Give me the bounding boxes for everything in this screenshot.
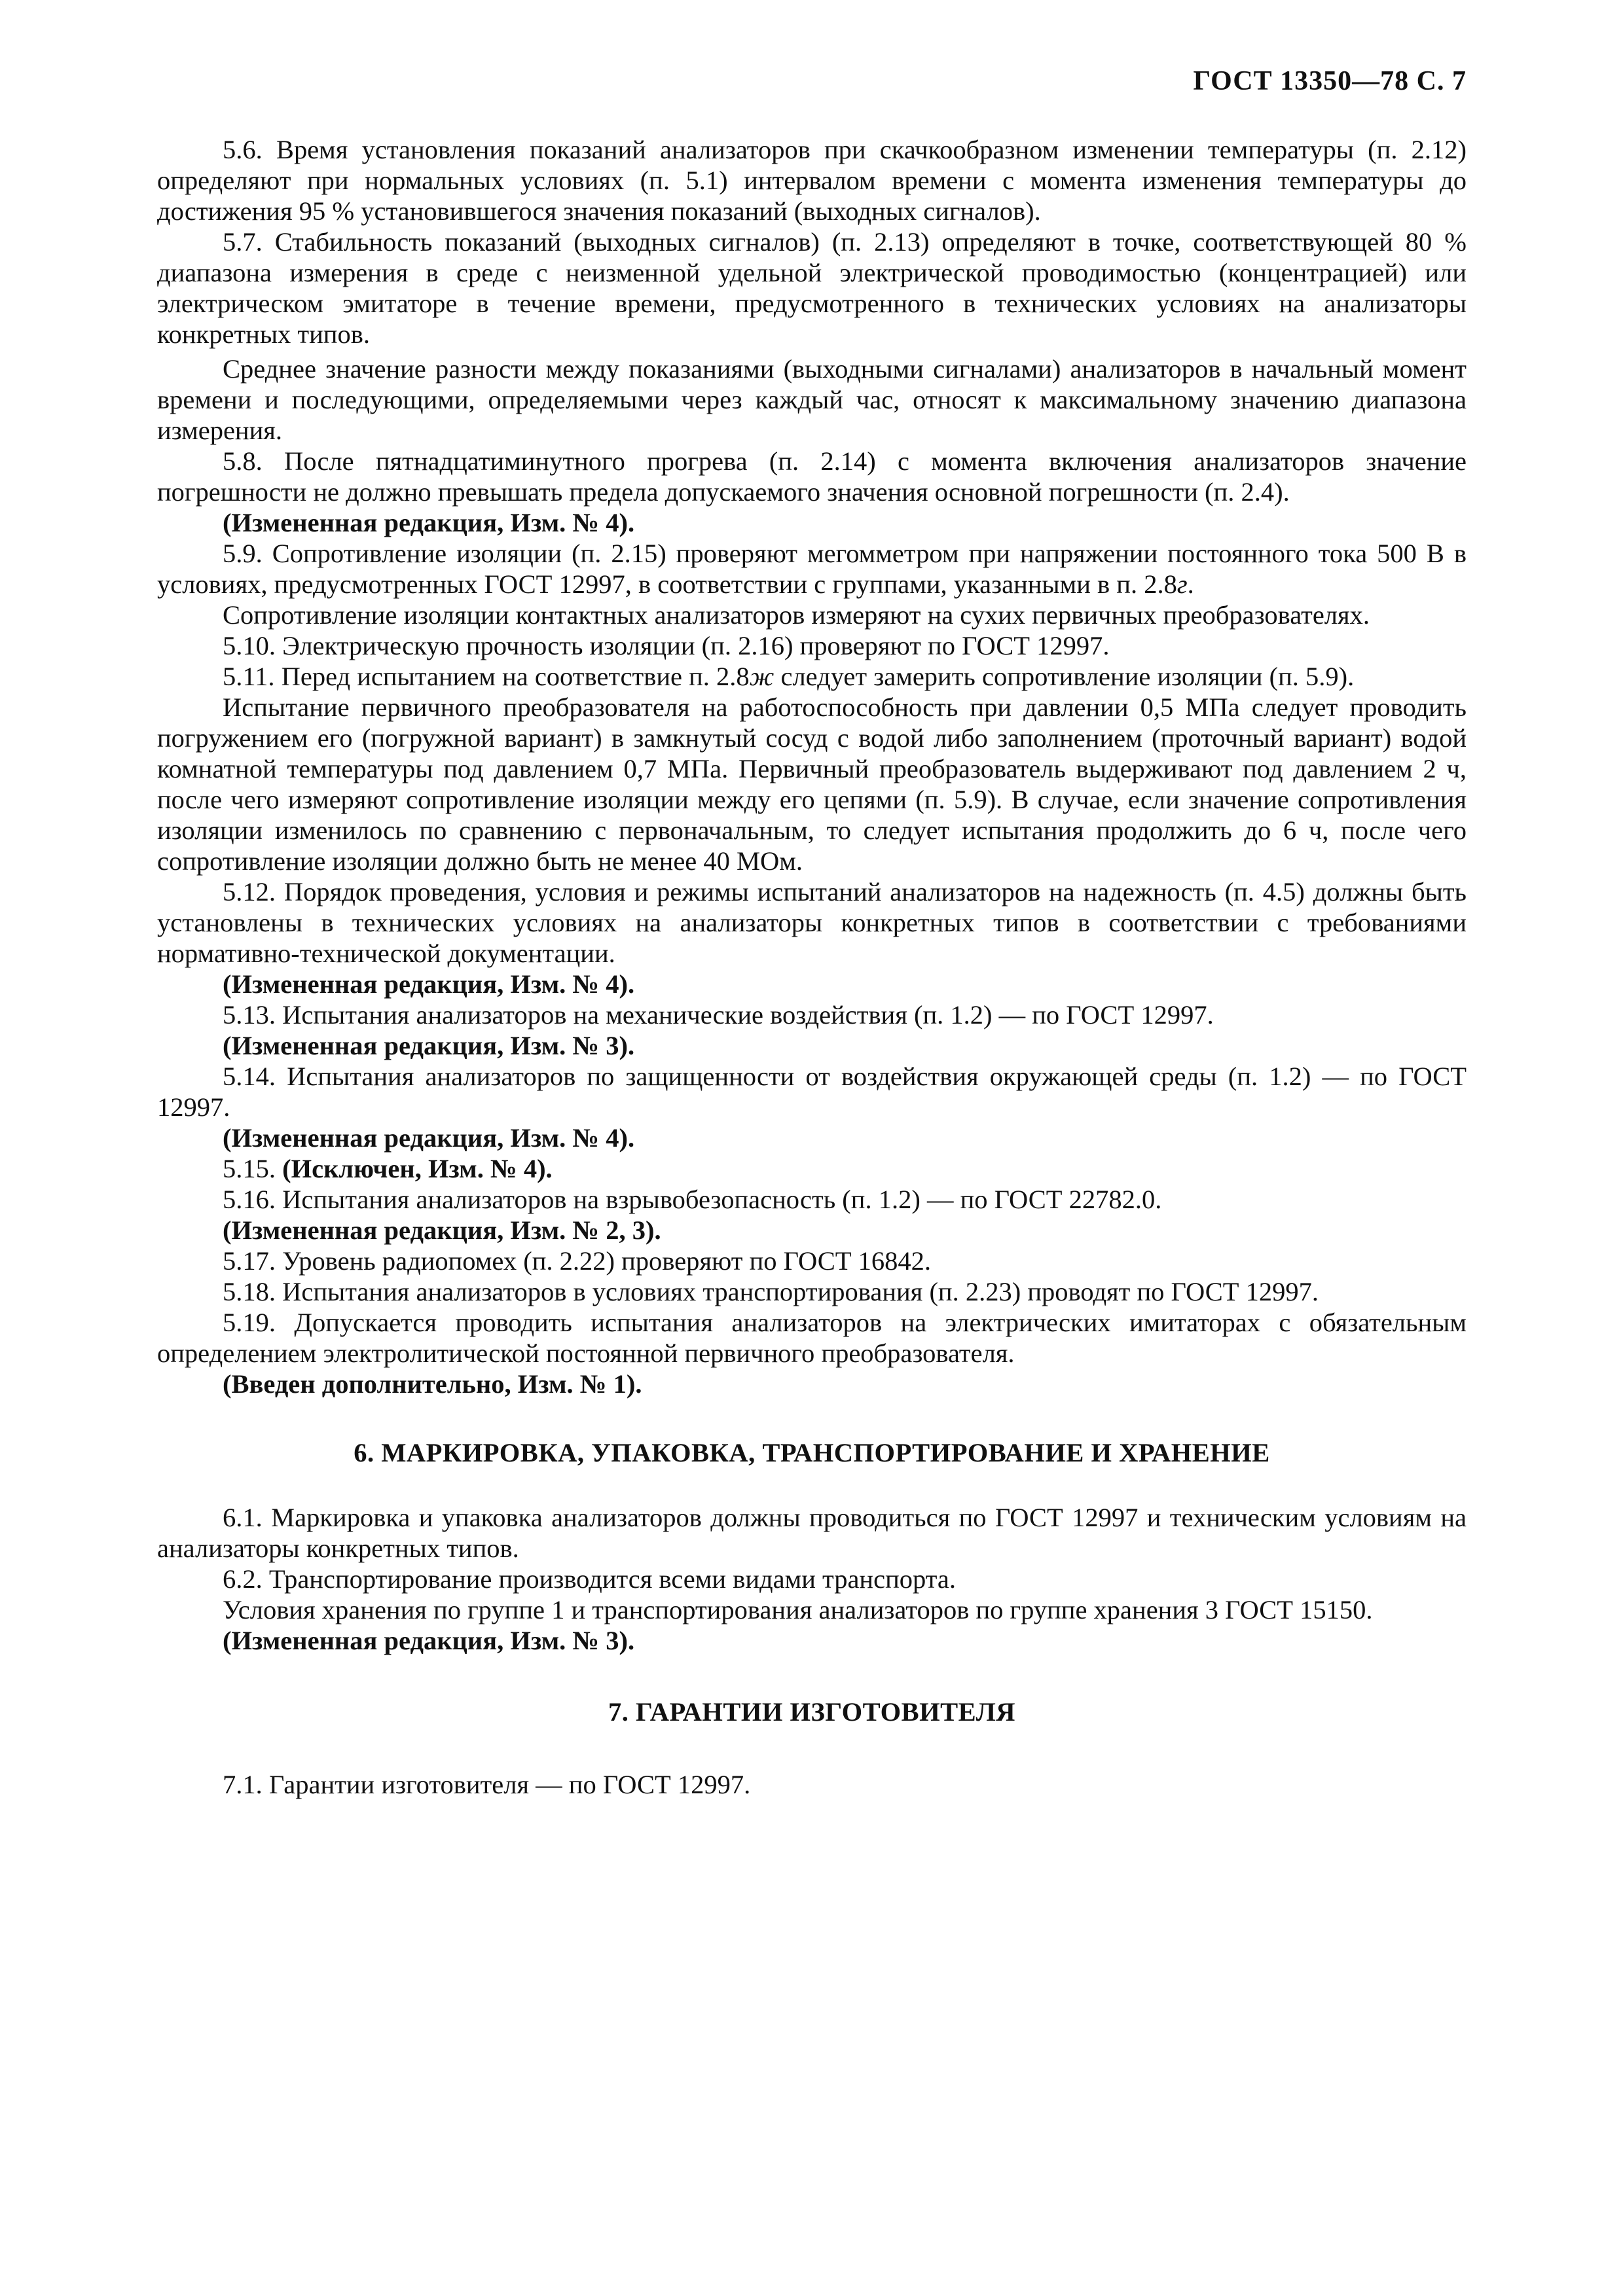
paragraph-5-17: 5.17. Уровень радиопомех (п. 2.22) проверяют по ГОСТ 16842. bbox=[223, 1246, 932, 1276]
amendment-note: (Измененная редакция, Изм. № 3). bbox=[223, 1031, 635, 1060]
page-header: ГОСТ 13350—78 С. 7 bbox=[1193, 66, 1467, 96]
paragraph-5-7: 5.7. Стабильность показаний (выходных сигналов) (п. 2.13) определяют в точке, соответствующей 80 % диапазона измерения в среде с неизменной удельной электрической проводимостью (концентрацией) или электрическом эмитаторе в течение времени, предусмотренного в технических условиях на анализаторы конкретных типов. bbox=[157, 227, 1467, 349]
amendment-note: (Измененная редакция, Изм. № 4). bbox=[223, 1123, 635, 1153]
paragraph-5-7-continued: Среднее значение разности между показаниями (выходными сигналами) анализаторов в начальный момент времени и последующими, определяемыми через каждый час, относят к максимальному значению диапазона измерения. bbox=[157, 354, 1467, 445]
paragraph-5-11 bbox=[157, 661, 1467, 692]
paragraph-5-18: 5.18. Испытания анализаторов в условиях транспортирования (п. 2.23) проводят по ГОСТ 12997. bbox=[223, 1277, 1319, 1306]
paragraph-5-14: 5.14. Испытания анализаторов по защищенности от воздействия окружающей среды (п. 1.2) — по ГОСТ 12997. bbox=[157, 1062, 1467, 1122]
amendment-note: (Измененная редакция, Изм. № 4). bbox=[223, 508, 635, 537]
paragraph-5-16: 5.16. Испытания анализаторов на взрывобезопасность (п. 1.2) — по ГОСТ 22782.0. bbox=[223, 1185, 1162, 1214]
paragraph-5-15 bbox=[157, 1153, 1467, 1184]
paragraph-7-1: 7.1. Гарантии изготовителя — по ГОСТ 12997. bbox=[223, 1770, 751, 1799]
paragraph-5-12: 5.12. Порядок проведения, условия и режимы испытаний анализаторов на надежность (п. 4.5) должны быть установлены в технических условиях на анализаторы конкретных типов в соответствии с требованиями нормативно-технической документации. bbox=[157, 877, 1467, 968]
amendment-note: (Измененная редакция, Изм. № 3). bbox=[223, 1626, 635, 1655]
paragraph-6-1: 6.1. Маркировка и упаковка анализаторов должны проводиться по ГОСТ 12997 и техническим условиям на анализаторы конкретных типов. bbox=[157, 1503, 1467, 1563]
paragraph-5-11-text-end: следует замерить сопротивление изоляции (п. 5.9). bbox=[774, 662, 1355, 691]
paragraph-5-11-text: 5.11. Перед испытанием на соответствие п. 2.8 bbox=[223, 662, 750, 691]
section-6-title: 6. МАРКИРОВКА, УПАКОВКА, ТРАНСПОРТИРОВАНИЕ И ХРАНЕНИЕ bbox=[354, 1438, 1270, 1467]
document-page bbox=[157, 0, 1467, 2296]
paragraph-5-15-number: 5.15. bbox=[223, 1154, 283, 1183]
paragraph-6-2-continued: Условия хранения по группе 1 и транспортирования анализаторов по группе хранения 3 ГОСТ 15150. bbox=[223, 1595, 1373, 1624]
paragraph-5-13: 5.13. Испытания анализаторов на механические воздействия (п. 1.2) — по ГОСТ 12997. bbox=[223, 1000, 1214, 1030]
paragraph-5-9-text: 5.9. Сопротивление изоляции (п. 2.15) проверяют мегомметром при напряжении постоянного тока 500 В в условиях, предусмотренных ГОСТ 12997, в соответствии с группами, указанными в п. 2.8 bbox=[157, 539, 1467, 599]
paragraph-6-2: 6.2. Транспортирование производится всеми видами транспорта. bbox=[223, 1564, 957, 1594]
document-body bbox=[157, 134, 1467, 1800]
paragraph-5-9 bbox=[157, 538, 1467, 600]
paragraph-5-15-excluded: (Исключен, Изм. № 4). bbox=[282, 1154, 553, 1183]
amendment-note: (Измененная редакция, Изм. № 2, 3). bbox=[223, 1215, 661, 1245]
paragraph-5-9-end: . bbox=[1187, 569, 1194, 599]
paragraph-5-19: 5.19. Допускается проводить испытания анализаторов на электрических имитаторах с обязательным определением электролитической постоянной первичного преобразователя. bbox=[157, 1308, 1467, 1368]
amendment-note: (Измененная редакция, Изм. № 4). bbox=[223, 969, 635, 999]
paragraph-5-8: 5.8. После пятнадцатиминутного прогрева (п. 2.14) с момента включения анализаторов значение погрешности не должно превышать предела допускаемого значения основной погрешности (п. 2.4). bbox=[157, 446, 1467, 507]
paragraph-5-11-item-letter: ж bbox=[749, 662, 775, 691]
paragraph-5-9-item-letter: г bbox=[1176, 569, 1188, 599]
paragraph-5-9-continued: Сопротивление изоляции контактных анализаторов измеряют на сухих первичных преобразователях. bbox=[223, 600, 1370, 630]
paragraph-5-10: 5.10. Электрическую прочность изоляции (п. 2.16) проверяют по ГОСТ 12997. bbox=[223, 631, 1110, 660]
paragraph-5-11-continued: Испытание первичного преобразователя на работоспособность при давлении 0,5 МПа следует проводить погружением его (погружной вариант) в замкнутый сосуд с водой либо заполнением (проточный вариант) водой комнатной температуры под давлением 0,7 МПа. Первичный преобразователь выдерживают под давлением 2 ч, после чего измеряют сопротивление изоляции между его цепями (п. 5.9). В случае, если значение сопротивления изоляции изменилось по сравнению с первоначальным, то следует испытания продолжить до 6 ч, после чего сопротивление изоляции должно быть не менее 40 МОм. bbox=[157, 692, 1467, 876]
amendment-note: (Введен дополнительно, Изм. № 1). bbox=[223, 1369, 642, 1399]
paragraph-5-6: 5.6. Время установления показаний анализаторов при скачкообразном изменении температуры (п. 2.12) определяют при нормальных условиях (п. 5.1) интервалом времени с момента изменения температуры до достижения 95 % установившегося значения показаний (выходных сигналов). bbox=[157, 135, 1467, 226]
section-7-title: 7. ГАРАНТИИ ИЗГОТОВИТЕЛЯ bbox=[608, 1697, 1016, 1727]
